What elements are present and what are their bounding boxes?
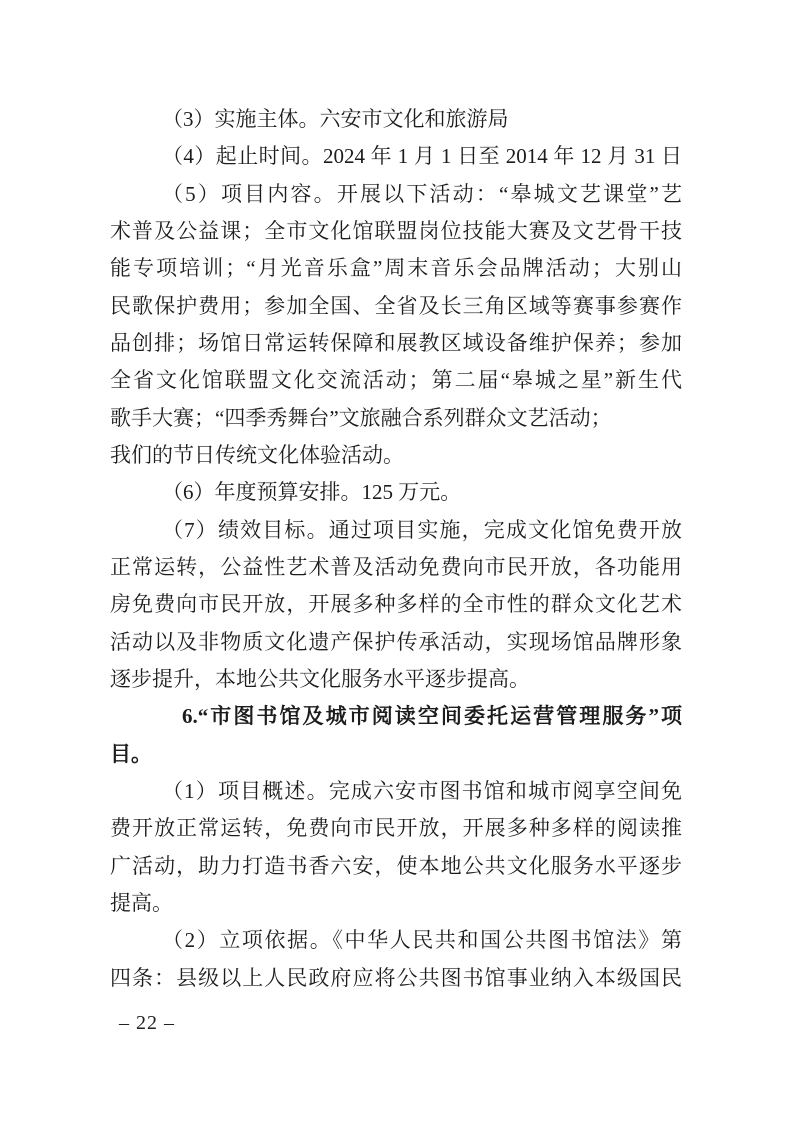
text-line: 术普及公益课；全市文化馆联盟岗位技能大赛及文艺骨干技 <box>110 218 682 243</box>
text-line: （2）立项依据。《中华人民共和国公共图书馆法》第 <box>162 928 682 953</box>
text-line: 我们的节日传统文化体验活动。 <box>110 442 404 467</box>
text-line: 6.“市图书馆及城市阅读空间委托运营管理服务”项 <box>182 704 682 729</box>
text-line: 活动以及非物质文化遗产保护传承活动，实现场馆品牌形象 <box>110 629 682 654</box>
text-line: 费开放正常运转，免费向市民开放，开展多种多样的阅读推 <box>110 816 682 841</box>
page-number: – 22 – <box>119 1012 175 1034</box>
text-line: （1）项目概述。完成六安市图书馆和城市阅享空间免 <box>162 778 682 803</box>
text-line: 正常运转，公益性艺术普及活动免费向市民开放，各功能用 <box>110 554 682 579</box>
text-line: 房免费向市民开放，开展多种多样的全市性的群众文化艺术 <box>110 592 682 617</box>
text-line: 能专项培训；“月光音乐盒”周末音乐会品牌活动；大别山 <box>110 256 682 281</box>
text-line: （3）实施主体。六安市文化和旅游局 <box>162 107 509 131</box>
text-line: （4）起止时间。2024 年 1 月 1 日至 2014 年 12 月 31 日 <box>162 144 682 169</box>
text-line: （5）项目内容。开展以下活动：“皋城文艺课堂”艺 <box>162 181 682 206</box>
text-line: 全省文化馆联盟文化交流活动；第二届“皋城之星”新生代 <box>110 368 682 393</box>
text-line: 目。 <box>110 741 152 766</box>
text-line: （7）绩效目标。通过项目实施，完成文化馆免费开放 <box>162 517 682 542</box>
text-line: 提高。 <box>110 890 173 915</box>
text-line: 品创排；场馆日常运转保障和展教区域设备维护保养；参加 <box>110 330 682 355</box>
text-line: 逐步提升，本地公共文化服务水平逐步提高。 <box>110 666 530 691</box>
text-line: 歌手大赛；“四季秀舞台”文旅融合系列群众文艺活动； <box>110 405 612 430</box>
text-line: 四条：县级以上人民政府应将公共图书馆事业纳入本级国民 <box>110 965 682 990</box>
document-body <box>110 101 682 997</box>
text-line: 民歌保护费用；参加全国、全省及长三角区域等赛事参赛作 <box>110 293 682 318</box>
text-line: 广活动，助力打造书香六安，使本地公共文化服务水平逐步 <box>110 853 682 878</box>
text-line: （6）年度预算安排。125 万元。 <box>162 480 462 505</box>
